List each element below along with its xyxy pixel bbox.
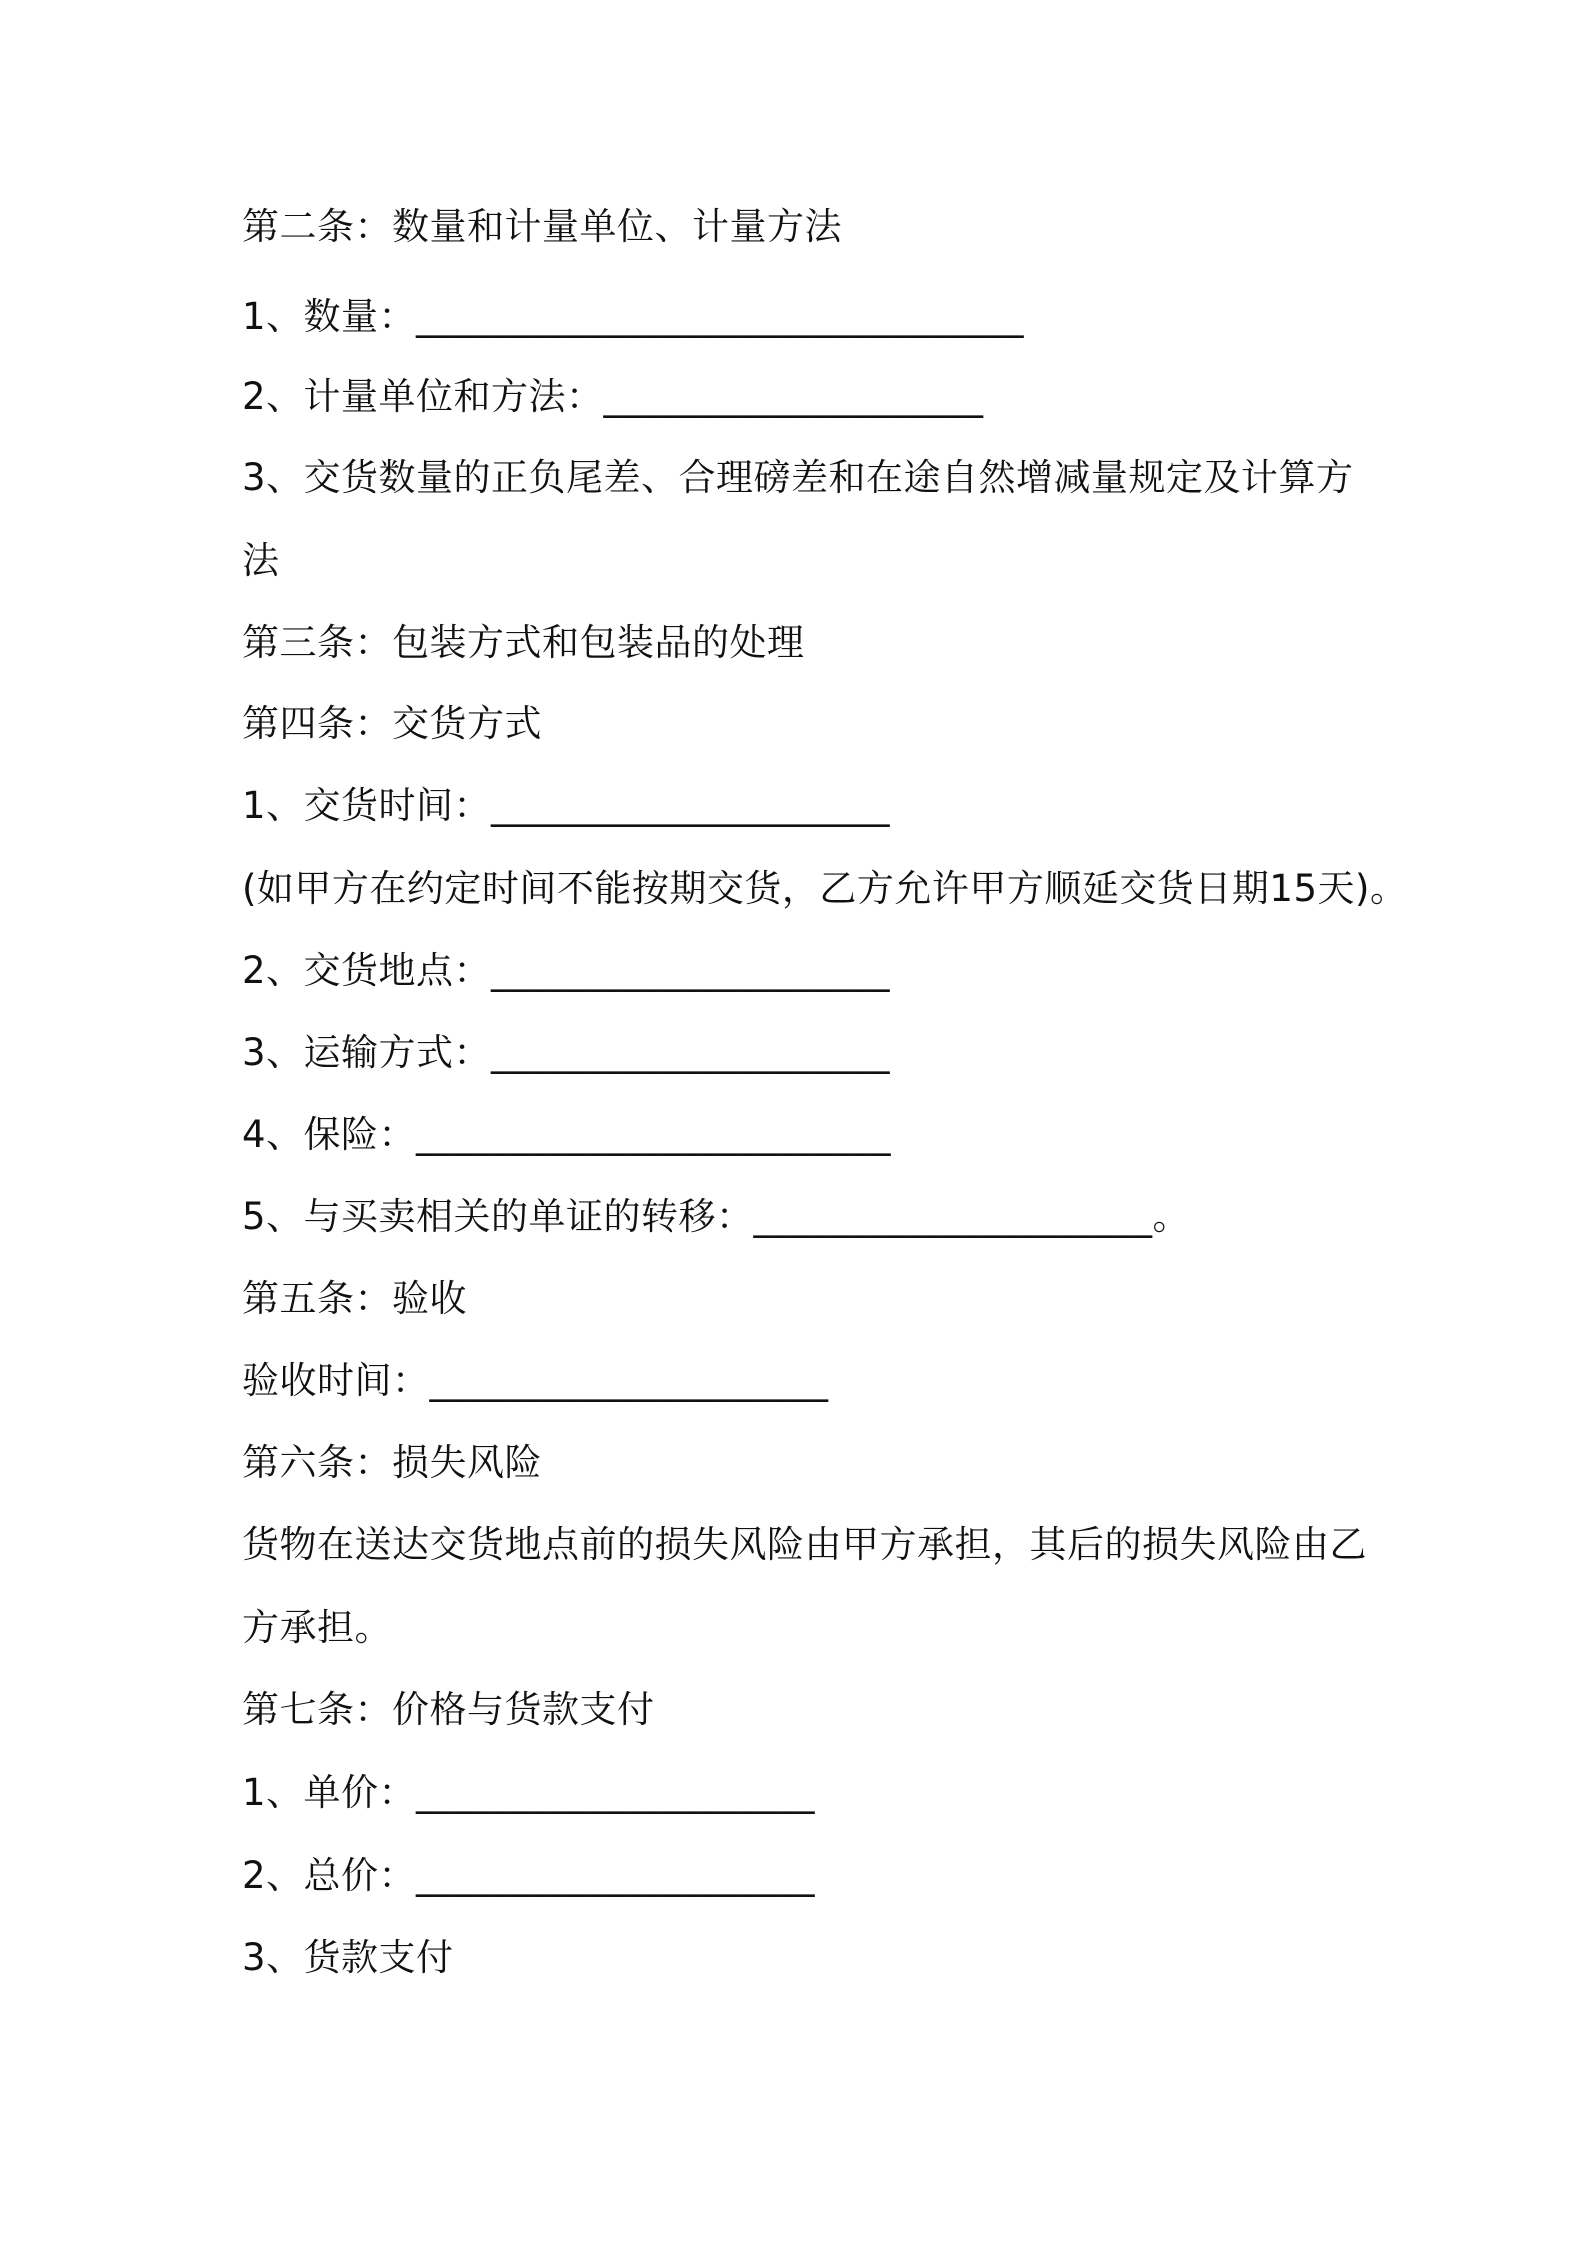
article-6-heading: 第六条：损失风险 — [242, 1441, 542, 1484]
quantity-field-line: 1、数量：________________________________ — [242, 295, 1025, 338]
payment-heading: 3、货款支付 — [242, 1936, 454, 1979]
article-4-heading: 第四条：交货方式 — [242, 702, 542, 745]
risk-clause-line: 货物在送达交货地点前的损失风险由甲方承担，其后的损失风险由乙 — [242, 1523, 1367, 1566]
tolerance-clause-line: 3、交货数量的正负尾差、合理磅差和在途自然增减量规定及计算方 — [242, 456, 1354, 499]
total-price-field-line: 2、总价：_____________________ — [242, 1854, 816, 1897]
insurance-field-line: 4、保险：_________________________ — [242, 1113, 892, 1156]
article-7-heading: 第七条：价格与货款支付 — [242, 1688, 655, 1731]
article-2-heading: 第二条：数量和计量单位、计量方法 — [242, 205, 842, 248]
article-5-heading: 第五条：验收 — [242, 1277, 467, 1320]
delivery-location-field-line: 2、交货地点：_____________________ — [242, 949, 891, 992]
document-transfer-field-line: 5、与买卖相关的单证的转移：_____________________。 — [242, 1195, 1191, 1238]
delivery-delay-note: (如甲方在约定时间不能按期交货，乙方允许甲方顺延交货日期15天)。 — [242, 867, 1408, 910]
tolerance-clause-continuation: 法 — [242, 539, 280, 582]
inspection-time-field-line: 验收时间：_____________________ — [242, 1359, 829, 1402]
delivery-time-field-line: 1、交货时间：_____________________ — [242, 784, 891, 827]
article-3-heading: 第三条：包装方式和包装品的处理 — [242, 621, 805, 664]
risk-clause-continuation: 方承担。 — [242, 1606, 392, 1649]
unit-price-field-line: 1、单价：_____________________ — [242, 1771, 816, 1814]
measurement-unit-field-line: 2、计量单位和方法：____________________ — [242, 375, 984, 418]
transport-method-field-line: 3、运输方式：_____________________ — [242, 1031, 891, 1074]
